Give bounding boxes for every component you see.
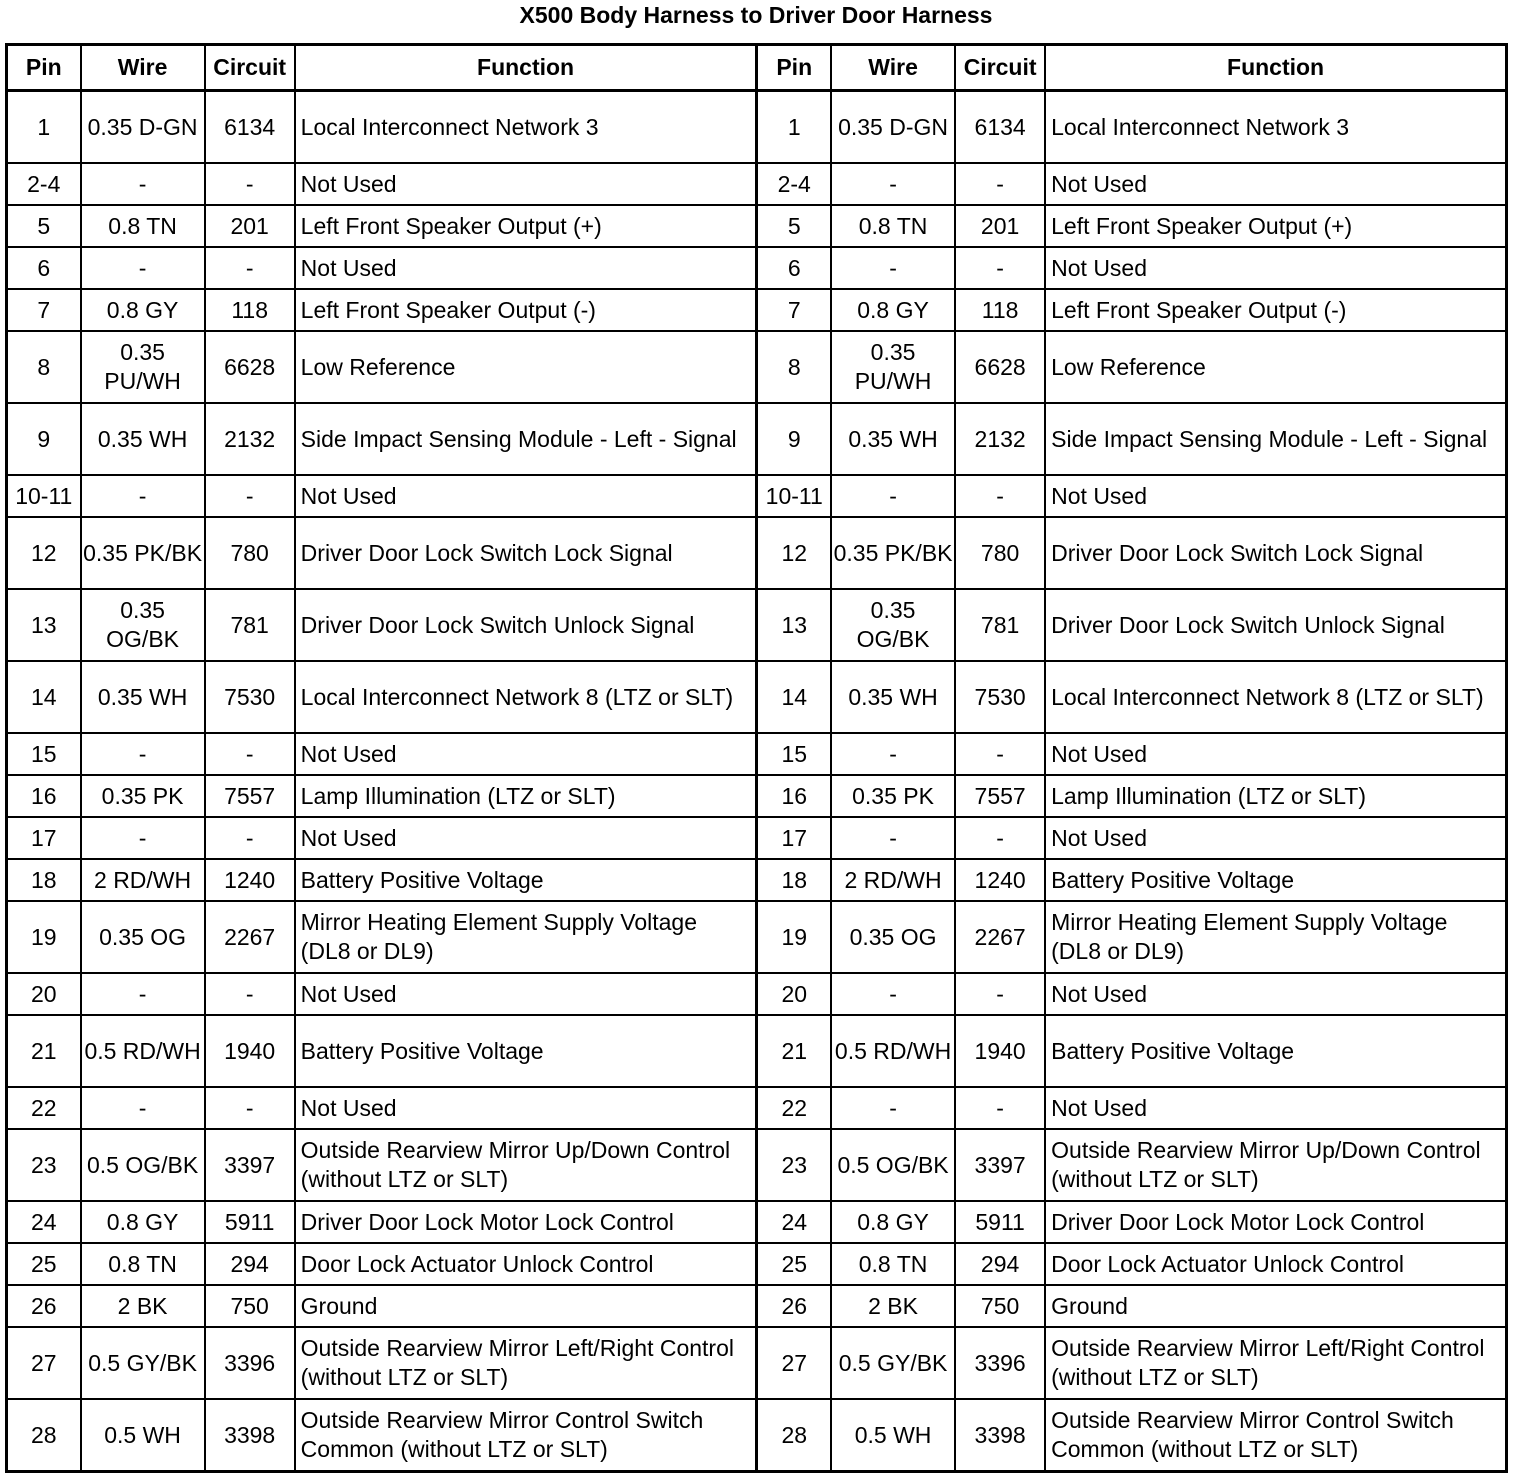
function-cell-right: Driver Door Lock Switch Lock Signal (1045, 517, 1506, 589)
pin-cell: 12 (7, 517, 81, 589)
header-wire: Wire (81, 45, 205, 91)
pin-cell-right: 24 (757, 1201, 831, 1243)
function-cell-right: Ground (1045, 1285, 1506, 1327)
pin-cell-right: 2-4 (757, 163, 831, 205)
circuit-cell: 1240 (205, 859, 295, 901)
circuit-cell-right: 780 (955, 517, 1045, 589)
circuit-cell: - (205, 475, 295, 517)
pin-cell: 28 (7, 1399, 81, 1472)
wire-cell-right: 0.35 PK (831, 775, 955, 817)
function-cell-right: Low Reference (1045, 331, 1506, 403)
function-cell: Not Used (295, 817, 757, 859)
pin-cell-right: 15 (757, 733, 831, 775)
table-row (7, 733, 1507, 775)
wire-cell-right: 0.8 GY (831, 289, 955, 331)
pin-cell: 9 (7, 403, 81, 475)
wire-cell: - (81, 475, 205, 517)
circuit-cell: 6134 (205, 91, 295, 164)
wire-cell: 2 RD/WH (81, 859, 205, 901)
table-row (7, 1087, 1507, 1129)
circuit-cell: - (205, 817, 295, 859)
pin-cell: 15 (7, 733, 81, 775)
circuit-cell-right: 2267 (955, 901, 1045, 973)
table-row (7, 1201, 1507, 1243)
circuit-cell-right: 750 (955, 1285, 1045, 1327)
wire-cell: 0.35 WH (81, 403, 205, 475)
function-cell-right: Not Used (1045, 1087, 1506, 1129)
pin-cell: 8 (7, 331, 81, 403)
circuit-cell: - (205, 163, 295, 205)
circuit-cell: - (205, 733, 295, 775)
pin-cell-right: 6 (757, 247, 831, 289)
table-row (7, 1285, 1507, 1327)
function-cell-right: Side Impact Sensing Module - Left - Signal (1045, 403, 1506, 475)
pin-cell: 7 (7, 289, 81, 331)
pin-cell: 16 (7, 775, 81, 817)
pin-cell: 5 (7, 205, 81, 247)
function-cell-right: Lamp Illumination (LTZ or SLT) (1045, 775, 1506, 817)
circuit-cell: 750 (205, 1285, 295, 1327)
circuit-cell-right: - (955, 1087, 1045, 1129)
function-cell-right: Driver Door Lock Motor Lock Control (1045, 1201, 1506, 1243)
circuit-cell-right: - (955, 973, 1045, 1015)
wire-cell-right: 0.35 OG/BK (831, 589, 955, 661)
table-row (7, 859, 1507, 901)
function-cell-right: Local Interconnect Network 3 (1045, 91, 1506, 164)
circuit-cell-right: 294 (955, 1243, 1045, 1285)
function-cell: Battery Positive Voltage (295, 1015, 757, 1087)
circuit-cell: 3397 (205, 1129, 295, 1201)
table-row (7, 1015, 1507, 1087)
table-row (7, 205, 1507, 247)
function-cell: Driver Door Lock Motor Lock Control (295, 1201, 757, 1243)
header-circuit-right: Circuit (955, 45, 1045, 91)
header-wire-right: Wire (831, 45, 955, 91)
circuit-cell: 780 (205, 517, 295, 589)
wire-cell-right: 0.5 GY/BK (831, 1327, 955, 1399)
function-cell-right: Mirror Heating Element Supply Voltage (DL8 or DL9) (1045, 901, 1506, 973)
table-row (7, 817, 1507, 859)
wire-cell: 0.8 GY (81, 289, 205, 331)
circuit-cell-right: 7530 (955, 661, 1045, 733)
table-row (7, 475, 1507, 517)
pin-cell-right: 7 (757, 289, 831, 331)
function-cell: Not Used (295, 163, 757, 205)
circuit-cell-right: 118 (955, 289, 1045, 331)
function-cell: Local Interconnect Network 8 (LTZ or SLT) (295, 661, 757, 733)
circuit-cell-right: 3396 (955, 1327, 1045, 1399)
wire-cell: 0.35 OG/BK (81, 589, 205, 661)
wire-cell-right: 0.35 D-GN (831, 91, 955, 164)
header-function: Function (295, 45, 757, 91)
wire-cell-right: 0.35 OG (831, 901, 955, 973)
circuit-cell: 2267 (205, 901, 295, 973)
table-row (7, 1399, 1507, 1472)
function-cell-right: Not Used (1045, 733, 1506, 775)
function-cell: Not Used (295, 1087, 757, 1129)
pin-cell: 17 (7, 817, 81, 859)
circuit-cell: 3398 (205, 1399, 295, 1472)
pin-cell-right: 27 (757, 1327, 831, 1399)
function-cell-right: Outside Rearview Mirror Left/Right Control (without LTZ or SLT) (1045, 1327, 1506, 1399)
function-cell: Ground (295, 1285, 757, 1327)
pin-cell-right: 5 (757, 205, 831, 247)
wire-cell-right: - (831, 475, 955, 517)
table-row (7, 517, 1507, 589)
pin-cell: 10-11 (7, 475, 81, 517)
pinout-table (5, 43, 1508, 1473)
table-row (7, 1243, 1507, 1285)
pin-cell: 14 (7, 661, 81, 733)
pin-cell-right: 25 (757, 1243, 831, 1285)
wire-cell: 0.35 PU/WH (81, 331, 205, 403)
pin-cell-right: 23 (757, 1129, 831, 1201)
wire-cell: - (81, 817, 205, 859)
function-cell-right: Driver Door Lock Switch Unlock Signal (1045, 589, 1506, 661)
pin-cell-right: 17 (757, 817, 831, 859)
function-cell: Low Reference (295, 331, 757, 403)
function-cell-right: Not Used (1045, 163, 1506, 205)
pin-cell-right: 12 (757, 517, 831, 589)
function-cell-right: Door Lock Actuator Unlock Control (1045, 1243, 1506, 1285)
pin-cell-right: 21 (757, 1015, 831, 1087)
pin-cell-right: 18 (757, 859, 831, 901)
pin-cell-right: 22 (757, 1087, 831, 1129)
pin-cell-right: 16 (757, 775, 831, 817)
function-cell-right: Not Used (1045, 247, 1506, 289)
circuit-cell-right: 3398 (955, 1399, 1045, 1472)
pin-cell: 27 (7, 1327, 81, 1399)
function-cell: Outside Rearview Mirror Control Switch Common (without LTZ or SLT) (295, 1399, 757, 1472)
function-cell-right: Left Front Speaker Output (+) (1045, 205, 1506, 247)
circuit-cell-right: 6628 (955, 331, 1045, 403)
pin-cell: 2-4 (7, 163, 81, 205)
function-cell-right: Battery Positive Voltage (1045, 1015, 1506, 1087)
wire-cell-right: - (831, 163, 955, 205)
header-row (7, 45, 1507, 91)
circuit-cell-right: 1240 (955, 859, 1045, 901)
wire-cell: 0.8 GY (81, 1201, 205, 1243)
circuit-cell-right: 781 (955, 589, 1045, 661)
pin-cell-right: 28 (757, 1399, 831, 1472)
pin-cell-right: 1 (757, 91, 831, 164)
pin-cell-right: 10-11 (757, 475, 831, 517)
pin-cell-right: 26 (757, 1285, 831, 1327)
table-row (7, 775, 1507, 817)
pin-cell: 25 (7, 1243, 81, 1285)
circuit-cell-right: - (955, 247, 1045, 289)
header-pin: Pin (7, 45, 81, 91)
pin-cell: 21 (7, 1015, 81, 1087)
function-cell: Lamp Illumination (LTZ or SLT) (295, 775, 757, 817)
wire-cell: - (81, 1087, 205, 1129)
wire-cell-right: 0.5 OG/BK (831, 1129, 955, 1201)
circuit-cell: 6628 (205, 331, 295, 403)
wire-cell: 0.5 OG/BK (81, 1129, 205, 1201)
circuit-cell-right: 7557 (955, 775, 1045, 817)
wire-cell: 0.35 PK/BK (81, 517, 205, 589)
wire-cell-right: - (831, 973, 955, 1015)
circuit-cell-right: 5911 (955, 1201, 1045, 1243)
function-cell-right: Battery Positive Voltage (1045, 859, 1506, 901)
function-cell-right: Not Used (1045, 475, 1506, 517)
wire-cell-right: 0.8 TN (831, 1243, 955, 1285)
circuit-cell-right: 1940 (955, 1015, 1045, 1087)
circuit-cell-right: - (955, 817, 1045, 859)
table-row (7, 661, 1507, 733)
circuit-cell: 781 (205, 589, 295, 661)
function-cell: Left Front Speaker Output (+) (295, 205, 757, 247)
wire-cell-right: - (831, 1087, 955, 1129)
function-cell: Battery Positive Voltage (295, 859, 757, 901)
function-cell-right: Outside Rearview Mirror Up/Down Control (without LTZ or SLT) (1045, 1129, 1506, 1201)
circuit-cell: 201 (205, 205, 295, 247)
wire-cell-right: - (831, 247, 955, 289)
circuit-cell-right: - (955, 163, 1045, 205)
function-cell: Outside Rearview Mirror Left/Right Control (without LTZ or SLT) (295, 1327, 757, 1399)
circuit-cell-right: 2132 (955, 403, 1045, 475)
wire-cell-right: 0.35 PK/BK (831, 517, 955, 589)
pin-cell: 6 (7, 247, 81, 289)
wire-cell-right: 0.35 WH (831, 661, 955, 733)
function-cell: Not Used (295, 475, 757, 517)
circuit-cell-right: - (955, 733, 1045, 775)
wire-cell-right: 2 RD/WH (831, 859, 955, 901)
wire-cell: 0.35 D-GN (81, 91, 205, 164)
wire-cell: - (81, 733, 205, 775)
table-row (7, 163, 1507, 205)
table-row (7, 331, 1507, 403)
wire-cell: 0.35 OG (81, 901, 205, 973)
function-cell: Not Used (295, 247, 757, 289)
function-cell: Mirror Heating Element Supply Voltage (DL8 or DL9) (295, 901, 757, 973)
table-row (7, 1327, 1507, 1399)
wire-cell: 0.5 RD/WH (81, 1015, 205, 1087)
function-cell: Driver Door Lock Switch Unlock Signal (295, 589, 757, 661)
table-row (7, 589, 1507, 661)
table-row (7, 403, 1507, 475)
circuit-cell: 294 (205, 1243, 295, 1285)
pin-cell: 24 (7, 1201, 81, 1243)
circuit-cell: 7530 (205, 661, 295, 733)
pin-cell: 20 (7, 973, 81, 1015)
wire-cell: - (81, 247, 205, 289)
table-title: X500 Body Harness to Driver Door Harness (519, 2, 993, 28)
wire-cell: 0.5 GY/BK (81, 1327, 205, 1399)
table-row (7, 973, 1507, 1015)
circuit-cell: 5911 (205, 1201, 295, 1243)
wire-cell-right: 2 BK (831, 1285, 955, 1327)
function-cell-right: Left Front Speaker Output (-) (1045, 289, 1506, 331)
pin-cell: 22 (7, 1087, 81, 1129)
circuit-cell: - (205, 1087, 295, 1129)
circuit-cell: 118 (205, 289, 295, 331)
circuit-cell-right: 6134 (955, 91, 1045, 164)
table-row (7, 901, 1507, 973)
pin-cell-right: 9 (757, 403, 831, 475)
table-row (7, 289, 1507, 331)
pin-cell: 1 (7, 91, 81, 164)
circuit-cell-right: 3397 (955, 1129, 1045, 1201)
circuit-cell: 7557 (205, 775, 295, 817)
circuit-cell: - (205, 973, 295, 1015)
header-circuit: Circuit (205, 45, 295, 91)
circuit-cell-right: - (955, 475, 1045, 517)
wire-cell: 0.8 TN (81, 1243, 205, 1285)
pin-cell-right: 13 (757, 589, 831, 661)
table-row (7, 91, 1507, 164)
wire-cell-right: 0.35 WH (831, 403, 955, 475)
pin-cell: 23 (7, 1129, 81, 1201)
wire-cell: - (81, 973, 205, 1015)
function-cell: Side Impact Sensing Module - Left - Signal (295, 403, 757, 475)
circuit-cell: 3396 (205, 1327, 295, 1399)
wire-cell: 0.5 WH (81, 1399, 205, 1472)
function-cell: Not Used (295, 733, 757, 775)
wire-cell-right: 0.5 RD/WH (831, 1015, 955, 1087)
function-cell: Door Lock Actuator Unlock Control (295, 1243, 757, 1285)
function-cell-right: Not Used (1045, 817, 1506, 859)
table-row (7, 247, 1507, 289)
pin-cell: 13 (7, 589, 81, 661)
wire-cell-right: 0.8 TN (831, 205, 955, 247)
wire-cell-right: 0.8 GY (831, 1201, 955, 1243)
wire-cell-right: 0.35 PU/WH (831, 331, 955, 403)
wire-cell: 0.35 PK (81, 775, 205, 817)
function-cell: Outside Rearview Mirror Up/Down Control (without LTZ or SLT) (295, 1129, 757, 1201)
header-function-right: Function (1045, 45, 1506, 91)
function-cell: Left Front Speaker Output (-) (295, 289, 757, 331)
circuit-cell: 2132 (205, 403, 295, 475)
pin-cell-right: 20 (757, 973, 831, 1015)
header-pin-right: Pin (757, 45, 831, 91)
pin-cell-right: 19 (757, 901, 831, 973)
pin-cell: 19 (7, 901, 81, 973)
wire-cell: - (81, 163, 205, 205)
function-cell-right: Local Interconnect Network 8 (LTZ or SLT) (1045, 661, 1506, 733)
function-cell-right: Not Used (1045, 973, 1506, 1015)
wire-cell: 0.8 TN (81, 205, 205, 247)
pin-cell-right: 8 (757, 331, 831, 403)
pin-cell: 18 (7, 859, 81, 901)
wire-cell-right: - (831, 817, 955, 859)
wire-cell-right: - (831, 733, 955, 775)
function-cell: Local Interconnect Network 3 (295, 91, 757, 164)
table-row (7, 1129, 1507, 1201)
wire-cell: 0.35 WH (81, 661, 205, 733)
wire-cell-right: 0.5 WH (831, 1399, 955, 1472)
function-cell-right: Outside Rearview Mirror Control Switch Common (without LTZ or SLT) (1045, 1399, 1506, 1472)
wire-cell: 2 BK (81, 1285, 205, 1327)
circuit-cell: 1940 (205, 1015, 295, 1087)
circuit-cell: - (205, 247, 295, 289)
function-cell: Not Used (295, 973, 757, 1015)
pin-cell: 26 (7, 1285, 81, 1327)
function-cell: Driver Door Lock Switch Lock Signal (295, 517, 757, 589)
circuit-cell-right: 201 (955, 205, 1045, 247)
pin-cell-right: 14 (757, 661, 831, 733)
